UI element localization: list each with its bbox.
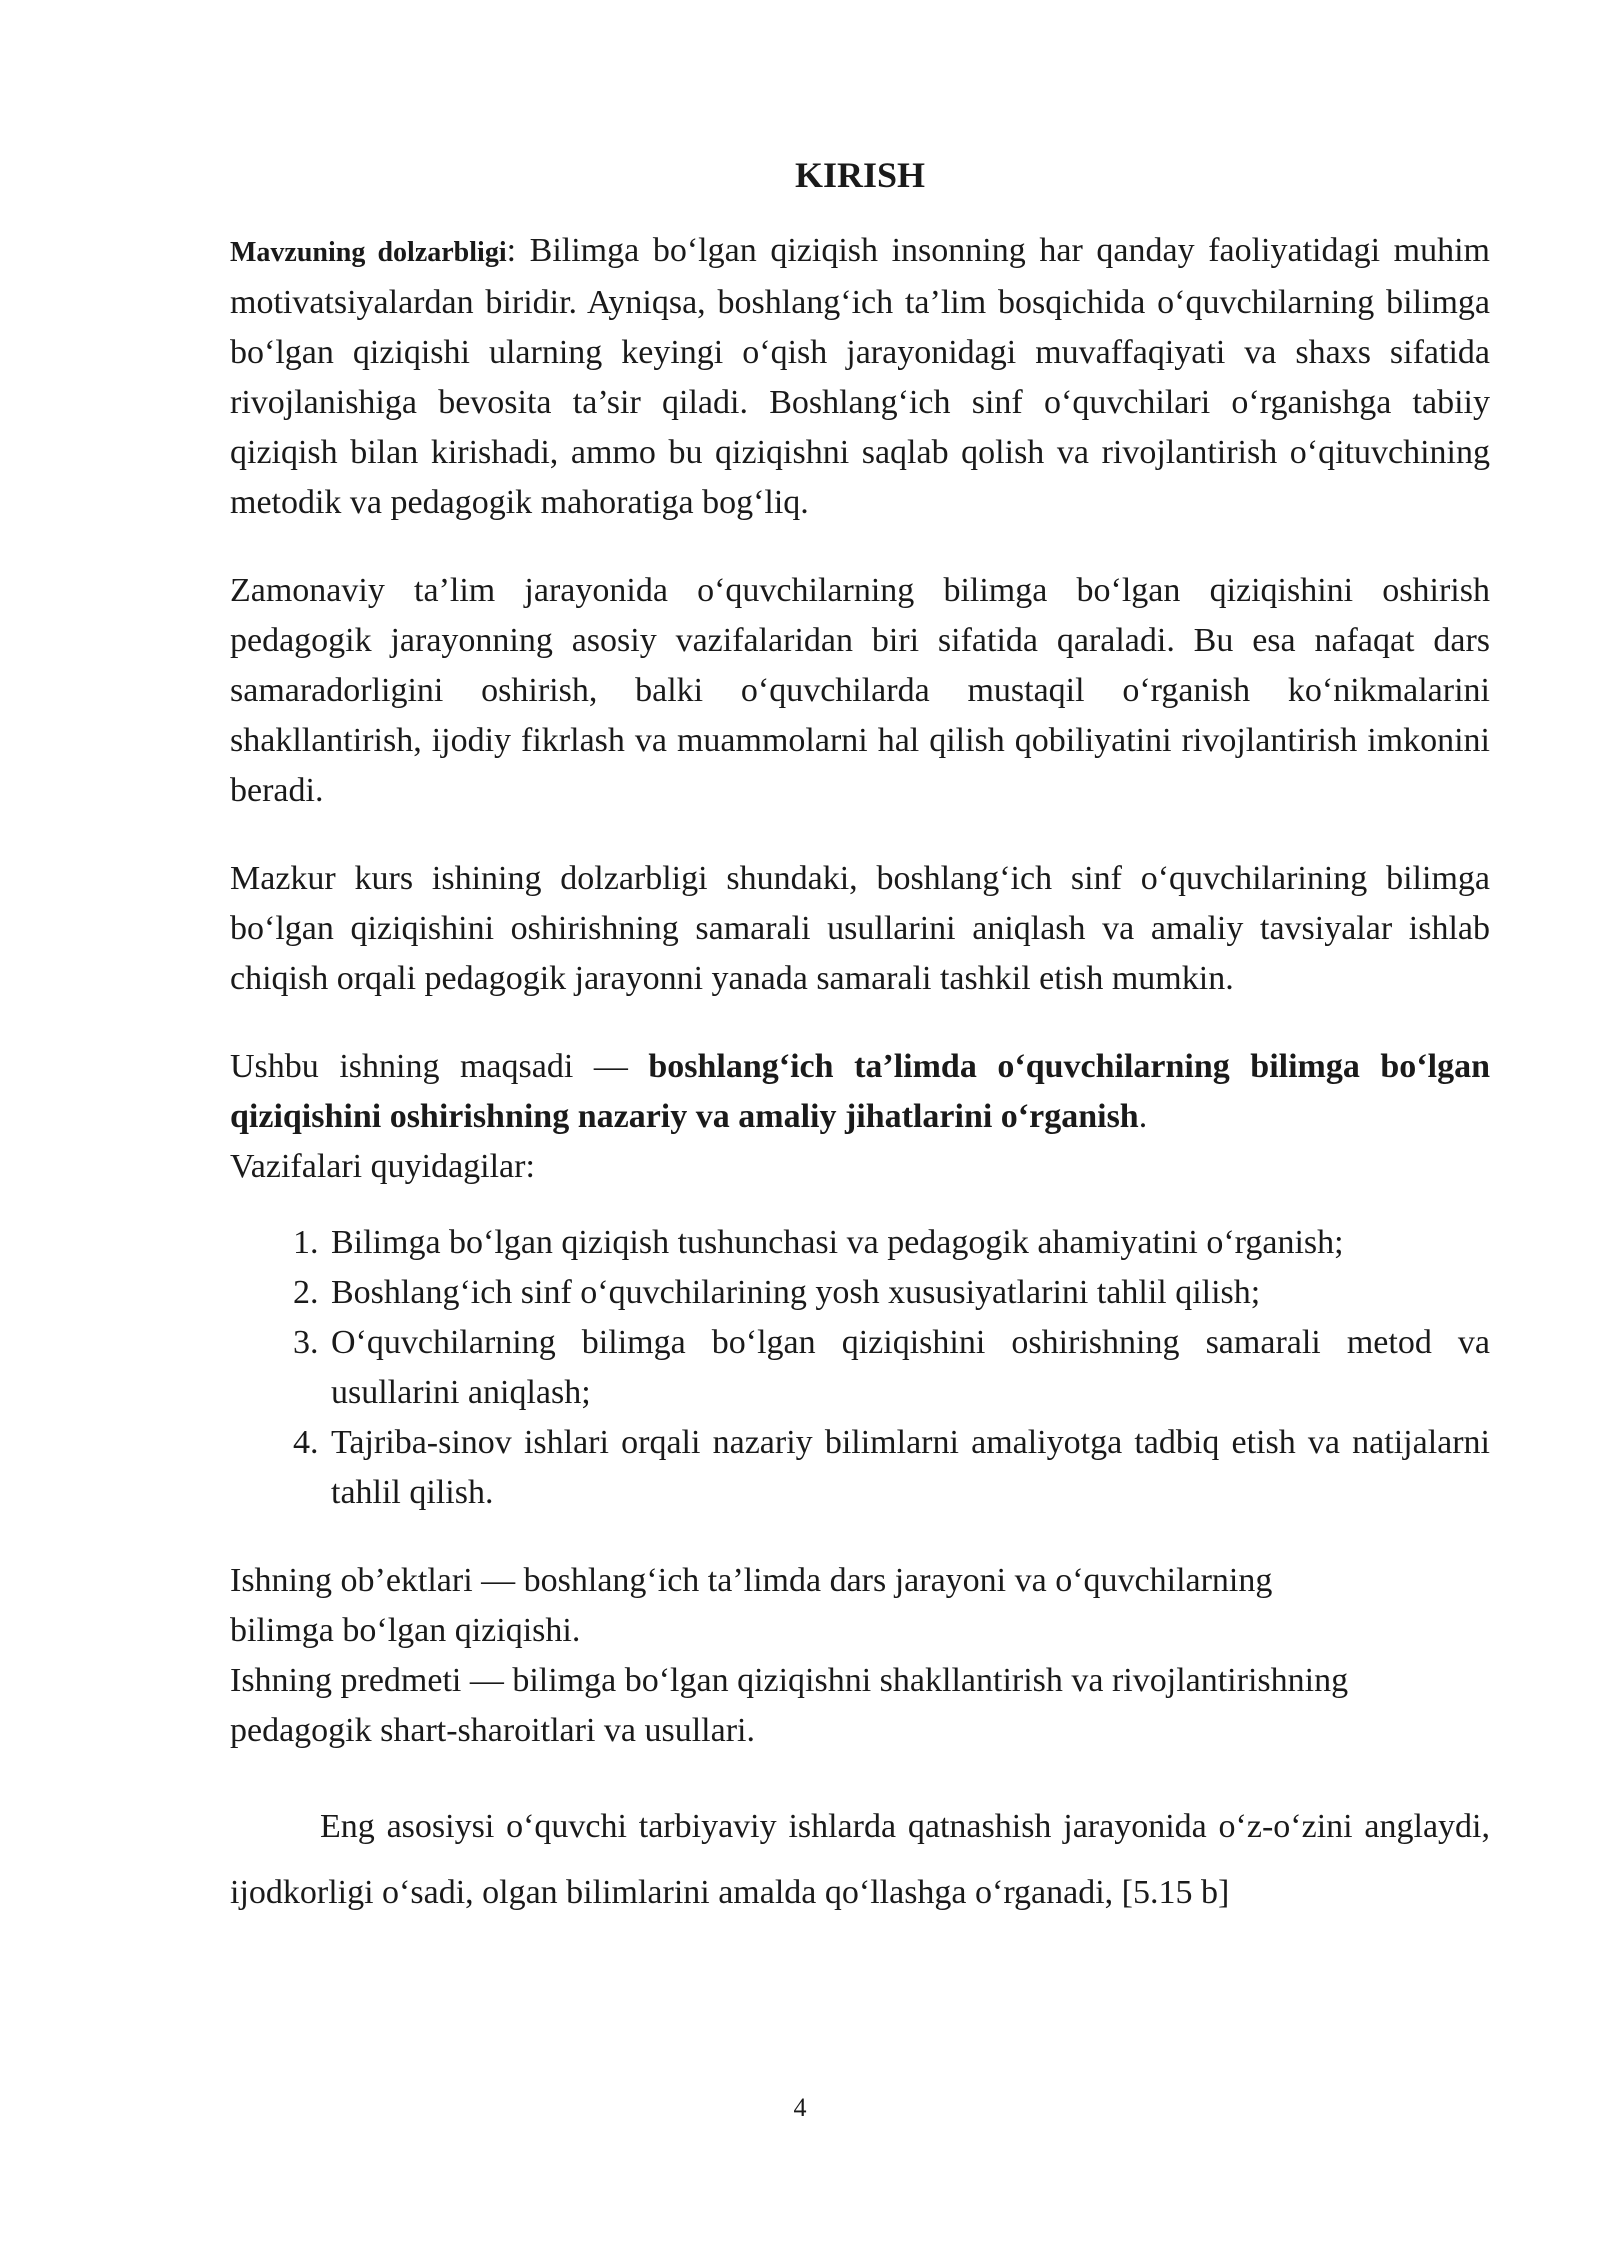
subject-line-1: Ishning predmeti — bilimga bo‘lgan qiziqishni shakllantirish va rivojlantirishning bbox=[230, 1662, 1349, 1699]
paragraph-modern-education: Zamonaviy ta’lim jarayonida o‘quvchilarning bilimga bo‘lgan qiziqishini oshirish pedagogik jarayonning asosiy vazifalaridan biri sifatida qaraladi. Bu esa nafaqat dars samaradorligini oshirish, balki o‘quvchilarda mustaqil o‘rganish ko‘nikmalarini shakllantirish, ijodiy fikrlash va muammolarni hal qilish qobiliyatini rivojlantirish imkonini beradi. bbox=[230, 572, 1490, 809]
intro-colon: : bbox=[506, 232, 517, 269]
subject-paragraph bbox=[230, 1656, 1490, 1756]
intro-text: Bilimga bo‘lgan qiziqish insonning har qanday faoliyatidagi muhim motivatsiyalardan biridir. Ayniqsa, boshlang‘ich ta’lim bosqichida o‘quvchilarning bilimga bo‘lgan qiziqishi ularning keyingi o‘qish jarayonidagi muvaffaqiyati va shaxs sifatida rivojlanishiga bevosita ta’sir qiladi. Boshlang‘ich sinf o‘quvchilari o‘rganishga tabiiy qiziqish bilan kirishadi, ammo bu qiziqishni saqlab qolish va rivojlantirish o‘qituvchining metodik va pedagogik mahoratiga bog‘liq. bbox=[230, 232, 1490, 521]
task-item: 4. Tajriba-sinov ishlari orqali nazariy bilimlarni amaliyotga tadbiq etish va natijalarni tahlil qilish. bbox=[327, 1418, 1490, 1518]
task-item: 1. Bilimga bo‘lgan qiziqish tushunchasi va pedagogik ahamiyatini o‘rganish; bbox=[327, 1218, 1490, 1268]
tasks-list bbox=[230, 1218, 1490, 1518]
subject-line-2: pedagogik shart-sharoitlari va usullari. bbox=[230, 1712, 755, 1749]
task-item: 2. Boshlang‘ich sinf o‘quvchilarining yosh xususiyatlarini tahlil qilish; bbox=[327, 1268, 1490, 1318]
object-line-2: bilimga bo‘lgan qiziqishi. bbox=[230, 1612, 581, 1649]
task-item: 3. O‘quvchilarning bilimga bo‘lgan qiziqishini oshirishning samarali metod va usullarini aniqlash; bbox=[327, 1318, 1490, 1418]
intro-paragraph bbox=[230, 226, 1490, 528]
object-line-1: Ishning ob’ektlari — boshlang‘ich ta’limda dars jarayoni va o‘quvchilarning bbox=[230, 1562, 1273, 1599]
goal-suffix: . bbox=[1138, 1098, 1148, 1135]
page-title: KIRISH bbox=[794, 155, 926, 195]
paragraph-relevance: Mazkur kurs ishining dolzarbligi shundaki, boshlang‘ich sinf o‘quvchilarining bilimga bo‘lgan qiziqishini oshirishning samarali usullarini aniqlash va amaliy tavsiyalar ishlab chiqish orqali pedagogik jarayonni yanada samarali tashkil etish mumkin. bbox=[230, 860, 1490, 997]
closing-paragraph: Eng asosiysi o‘quvchi tarbiyaviy ishlarda qatnashish jarayonida o‘z-o‘zini anglaydi, ijodkorligi o‘sadi, olgan bilimlarini amalda qo‘llashga o‘rganadi, [5.15 b] bbox=[230, 1808, 1490, 1911]
page-number: 4 bbox=[793, 2093, 807, 2122]
goal-bold: boshlang‘ich ta’limda o‘quvchilarning bilimga bo‘lgan qiziqishini oshirishning nazariy va amaliy jihatlarini o‘rganish bbox=[230, 1048, 1490, 1135]
object-paragraph bbox=[230, 1556, 1490, 1656]
goal-prefix: Ushbu ishning maqsadi — bbox=[230, 1048, 649, 1085]
document-page bbox=[230, 150, 1490, 1926]
intro-label: Mavzuning dolzarbligi bbox=[230, 237, 507, 268]
goal-paragraph bbox=[230, 1042, 1490, 1192]
tasks-intro: Vazifalari quyidagilar: bbox=[230, 1148, 535, 1185]
